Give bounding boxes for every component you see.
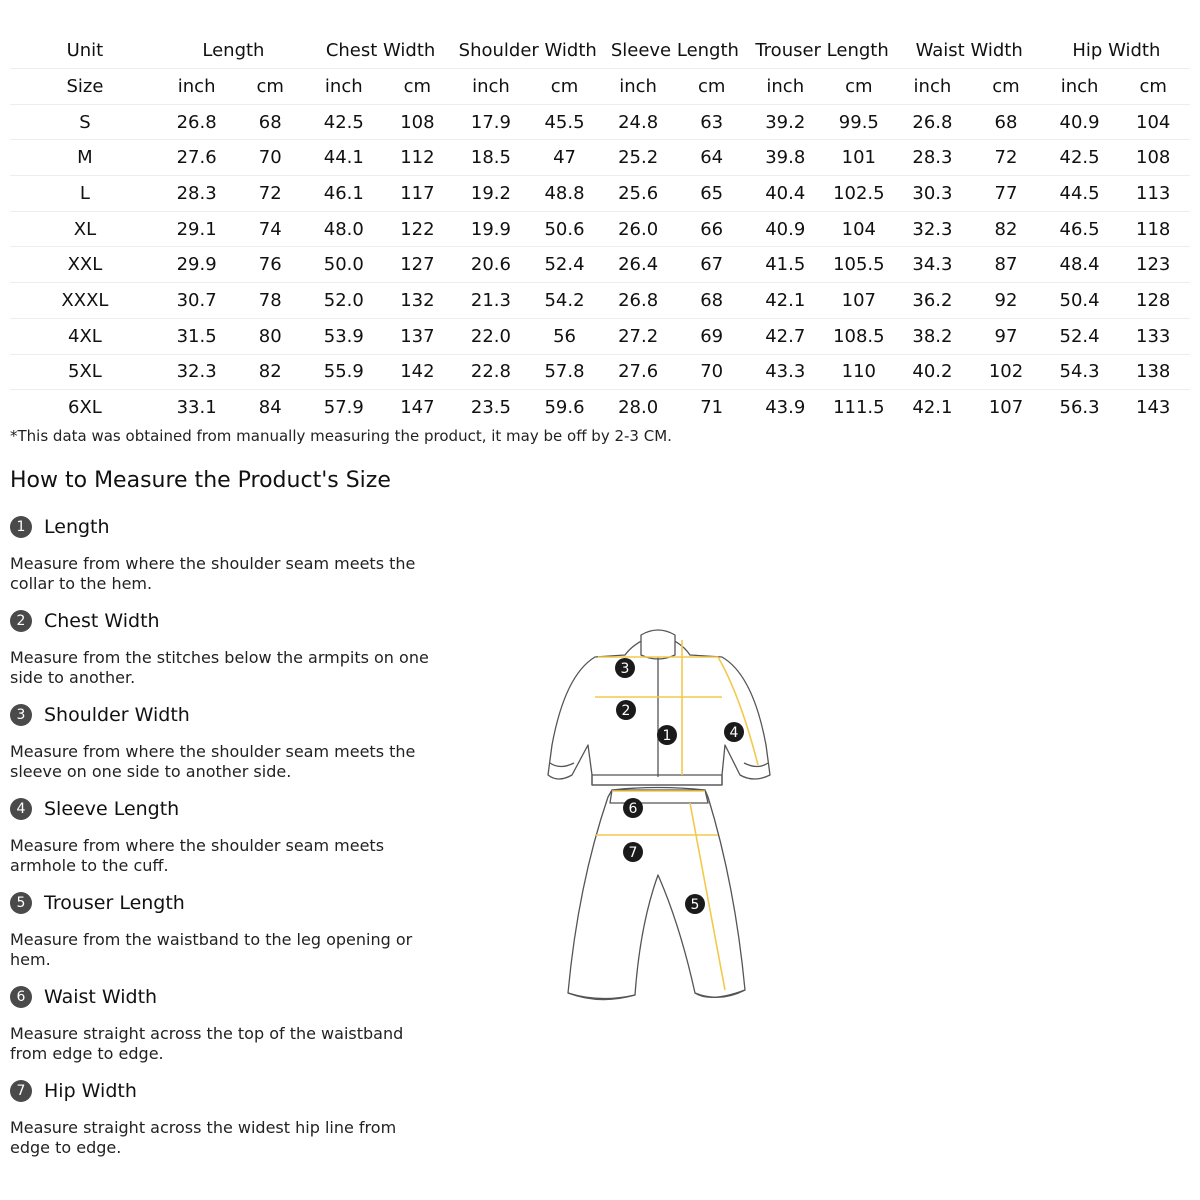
table-cell: 104	[822, 211, 896, 247]
table-cell: 28.3	[160, 176, 234, 212]
table-cell: 80	[233, 318, 307, 354]
marker-6	[623, 798, 643, 818]
step-title: Waist Width	[44, 986, 158, 1008]
step-title: Sleeve Length	[44, 798, 180, 820]
table-cell: 118	[1116, 211, 1190, 247]
table-cell: 26.8	[160, 104, 234, 140]
table-cell: 55.9	[307, 354, 381, 390]
size-cell: XXXL	[10, 283, 160, 319]
table-cell: 70	[675, 354, 749, 390]
step-heading	[10, 1078, 440, 1104]
group-header-length: Length	[202, 39, 265, 61]
table-cell: 26.4	[601, 247, 675, 283]
table-cell: 17.9	[454, 104, 528, 140]
table-cell: 56.3	[1043, 390, 1117, 425]
table-cell: 36.2	[896, 283, 970, 319]
measurement-disclaimer: *This data was obtained from manually measuring the product, it may be off by 2-3 CM.	[10, 427, 672, 445]
table-cell: 43.3	[748, 354, 822, 390]
table-cell: 48.4	[1043, 247, 1117, 283]
table-cell: 137	[381, 318, 455, 354]
group-header-chest-width: Chest Width	[325, 39, 436, 61]
measure-step	[10, 796, 440, 876]
unit-subheader: cm	[381, 69, 455, 105]
table-cell: 68	[969, 104, 1043, 140]
table-cell: 82	[969, 211, 1043, 247]
table-cell: 68	[675, 283, 749, 319]
marker-3	[615, 658, 635, 678]
table-cell: 82	[233, 354, 307, 390]
size-cell: 6XL	[10, 390, 160, 425]
table-cell: 46.1	[307, 176, 381, 212]
table-cell: 18.5	[454, 140, 528, 176]
table-cell: 64	[675, 140, 749, 176]
step-heading	[10, 608, 440, 634]
table-cell: 48.8	[528, 176, 602, 212]
measure-step	[10, 1078, 440, 1158]
table-cell: 50.4	[1043, 283, 1117, 319]
table-cell: 71	[675, 390, 749, 425]
table-cell: 27.6	[601, 354, 675, 390]
table-cell: 23.5	[454, 390, 528, 425]
marker-1-label: 1	[662, 728, 672, 744]
marker-4-label: 4	[729, 725, 739, 741]
table-cell: 108	[1116, 140, 1190, 176]
group-header-hip-width: Hip Width	[1072, 39, 1161, 61]
table-cell: 107	[969, 390, 1043, 425]
step-description: Measure from the stitches below the armpits on one side to another.	[10, 648, 429, 687]
unit-subheader: inch	[454, 69, 528, 105]
unit-subheader: inch	[601, 69, 675, 105]
table-cell: 40.9	[748, 211, 822, 247]
table-cell: 42.5	[307, 104, 381, 140]
table-unit-header-row	[10, 69, 1190, 105]
table-row	[10, 104, 1190, 140]
table-cell: 26.8	[896, 104, 970, 140]
table-cell: 107	[822, 283, 896, 319]
table-cell: 45.5	[528, 104, 602, 140]
table-cell: 54.3	[1043, 354, 1117, 390]
table-cell: 42.5	[1043, 140, 1117, 176]
step-number-badge: 1	[10, 516, 32, 538]
step-heading	[10, 984, 440, 1010]
table-cell: 38.2	[896, 318, 970, 354]
measure-step	[10, 514, 440, 594]
table-cell: 31.5	[160, 318, 234, 354]
size-cell: XXL	[10, 247, 160, 283]
table-cell: 105.5	[822, 247, 896, 283]
table-cell: 50.0	[307, 247, 381, 283]
size-cell: L	[10, 176, 160, 212]
unit-subheader: inch	[1043, 69, 1117, 105]
size-cell: S	[10, 104, 160, 140]
unit-subheader: cm	[675, 69, 749, 105]
table-cell: 117	[381, 176, 455, 212]
step-heading	[10, 890, 440, 916]
step-number-badge: 3	[10, 704, 32, 726]
table-cell: 72	[969, 140, 1043, 176]
table-cell: 104	[1116, 104, 1190, 140]
step-title: Shoulder Width	[44, 704, 190, 726]
table-cell: 110	[822, 354, 896, 390]
table-cell: 19.9	[454, 211, 528, 247]
unit-subheader: cm	[822, 69, 896, 105]
marker-7	[623, 842, 643, 862]
step-title: Length	[44, 516, 110, 538]
table-cell: 40.2	[896, 354, 970, 390]
measure-step	[10, 608, 440, 688]
step-number-badge: 2	[10, 610, 32, 632]
table-cell: 112	[381, 140, 455, 176]
table-cell: 48.0	[307, 211, 381, 247]
table-cell: 41.5	[748, 247, 822, 283]
table-cell: 70	[233, 140, 307, 176]
trousers-outline	[568, 788, 745, 1000]
table-cell: 111.5	[822, 390, 896, 425]
table-cell: 44.5	[1043, 176, 1117, 212]
unit-subheader: inch	[160, 69, 234, 105]
table-row	[10, 390, 1190, 425]
step-title: Hip Width	[44, 1080, 137, 1102]
group-header-trouser-length: Trouser Length	[755, 39, 889, 61]
table-row	[10, 318, 1190, 354]
table-row	[10, 176, 1190, 212]
step-description: Measure from where the shoulder seam meets the collar to the hem.	[10, 554, 416, 593]
marker-7-label: 7	[628, 845, 638, 861]
table-cell: 52.0	[307, 283, 381, 319]
table-cell: 67	[675, 247, 749, 283]
table-cell: 19.2	[454, 176, 528, 212]
table-cell: 30.7	[160, 283, 234, 319]
step-number-badge: 5	[10, 892, 32, 914]
table-cell: 99.5	[822, 104, 896, 140]
step-number-badge: 6	[10, 986, 32, 1008]
table-cell: 102.5	[822, 176, 896, 212]
table-cell: 22.8	[454, 354, 528, 390]
table-cell: 76	[233, 247, 307, 283]
table-cell: 32.3	[160, 354, 234, 390]
table-cell: 77	[969, 176, 1043, 212]
table-cell: 39.8	[748, 140, 822, 176]
table-cell: 65	[675, 176, 749, 212]
step-heading	[10, 702, 440, 728]
step-description: Measure straight across the widest hip line from edge to edge.	[10, 1118, 397, 1157]
group-header-shoulder-width: Shoulder Width	[458, 39, 597, 61]
table-row	[10, 211, 1190, 247]
unit-subheader: cm	[528, 69, 602, 105]
table-cell: 101	[822, 140, 896, 176]
table-cell: 39.2	[748, 104, 822, 140]
table-cell: 147	[381, 390, 455, 425]
table-cell: 40.4	[748, 176, 822, 212]
table-cell: 43.9	[748, 390, 822, 425]
measure-step	[10, 890, 440, 970]
step-description: Measure from where the shoulder seam meets armhole to the cuff.	[10, 836, 385, 875]
table-cell: 46.5	[1043, 211, 1117, 247]
table-cell: 42.7	[748, 318, 822, 354]
table-cell: 29.9	[160, 247, 234, 283]
table-cell: 122	[381, 211, 455, 247]
marker-5-label: 5	[690, 897, 700, 913]
table-cell: 52.4	[1043, 318, 1117, 354]
step-heading	[10, 796, 440, 822]
table-cell: 102	[969, 354, 1043, 390]
marker-6-label: 6	[628, 801, 638, 817]
size-cell: XL	[10, 211, 160, 247]
step-description: Measure straight across the top of the waistband from edge to edge.	[10, 1024, 404, 1063]
unit-header: Unit	[66, 39, 104, 61]
table-cell: 53.9	[307, 318, 381, 354]
size-chart-table	[10, 32, 1190, 425]
table-cell: 20.6	[454, 247, 528, 283]
table-cell: 128	[1116, 283, 1190, 319]
table-cell: 57.8	[528, 354, 602, 390]
table-cell: 25.2	[601, 140, 675, 176]
table-cell: 63	[675, 104, 749, 140]
step-title: Chest Width	[44, 610, 160, 632]
table-cell: 97	[969, 318, 1043, 354]
table-row	[10, 247, 1190, 283]
table-cell: 69	[675, 318, 749, 354]
step-number-badge: 7	[10, 1080, 32, 1102]
step-heading	[10, 514, 440, 540]
unit-subheader: inch	[307, 69, 381, 105]
table-cell: 78	[233, 283, 307, 319]
step-number-badge: 4	[10, 798, 32, 820]
size-cell: 5XL	[10, 354, 160, 390]
table-cell: 24.8	[601, 104, 675, 140]
table-cell: 87	[969, 247, 1043, 283]
marker-4	[724, 722, 744, 742]
table-cell: 27.2	[601, 318, 675, 354]
table-cell: 68	[233, 104, 307, 140]
table-cell: 56	[528, 318, 602, 354]
table-cell: 26.0	[601, 211, 675, 247]
unit-subheader: inch	[748, 69, 822, 105]
table-cell: 22.0	[454, 318, 528, 354]
table-cell: 50.6	[528, 211, 602, 247]
step-description: Measure from where the shoulder seam meets the sleeve on one side to another side.	[10, 742, 416, 781]
marker-1	[657, 725, 677, 745]
table-cell: 40.9	[1043, 104, 1117, 140]
marker-3-label: 3	[620, 661, 630, 677]
table-cell: 34.3	[896, 247, 970, 283]
table-cell: 138	[1116, 354, 1190, 390]
table-cell: 123	[1116, 247, 1190, 283]
table-cell: 84	[233, 390, 307, 425]
table-cell: 47	[528, 140, 602, 176]
marker-5	[685, 894, 705, 914]
table-group-header-row	[10, 32, 1190, 69]
table-cell: 29.1	[160, 211, 234, 247]
unit-subheader: cm	[1116, 69, 1190, 105]
table-row	[10, 140, 1190, 176]
group-header-waist-width: Waist Width	[915, 39, 1023, 61]
table-cell: 66	[675, 211, 749, 247]
table-cell: 54.2	[528, 283, 602, 319]
unit-subheader: inch	[896, 69, 970, 105]
table-cell: 113	[1116, 176, 1190, 212]
table-cell: 27.6	[160, 140, 234, 176]
size-header: Size	[10, 69, 160, 105]
table-cell: 72	[233, 176, 307, 212]
table-cell: 28.3	[896, 140, 970, 176]
table-cell: 25.6	[601, 176, 675, 212]
table-cell: 59.6	[528, 390, 602, 425]
marker-2-label: 2	[621, 703, 631, 719]
table-cell: 32.3	[896, 211, 970, 247]
table-cell: 28.0	[601, 390, 675, 425]
table-cell: 92	[969, 283, 1043, 319]
table-cell: 142	[381, 354, 455, 390]
measure-step	[10, 984, 440, 1064]
size-cell: M	[10, 140, 160, 176]
table-cell: 42.1	[748, 283, 822, 319]
table-cell: 108.5	[822, 318, 896, 354]
table-cell: 133	[1116, 318, 1190, 354]
marker-2	[616, 700, 636, 720]
table-cell: 127	[381, 247, 455, 283]
table-row	[10, 354, 1190, 390]
step-description: Measure from the waistband to the leg opening or hem.	[10, 930, 413, 969]
table-cell: 108	[381, 104, 455, 140]
table-cell: 42.1	[896, 390, 970, 425]
table-row	[10, 283, 1190, 319]
table-cell: 30.3	[896, 176, 970, 212]
table-cell: 21.3	[454, 283, 528, 319]
table-cell: 33.1	[160, 390, 234, 425]
how-to-measure-title: How to Measure the Product's Size	[10, 468, 391, 493]
table-cell: 57.9	[307, 390, 381, 425]
table-cell: 44.1	[307, 140, 381, 176]
table-cell: 74	[233, 211, 307, 247]
unit-subheader: cm	[233, 69, 307, 105]
garment-measurement-diagram	[540, 625, 780, 1010]
step-title: Trouser Length	[44, 892, 185, 914]
table-cell: 52.4	[528, 247, 602, 283]
group-header-sleeve-length: Sleeve Length	[610, 39, 739, 61]
unit-subheader: cm	[969, 69, 1043, 105]
measure-step	[10, 702, 440, 782]
jacket-outline	[548, 630, 770, 785]
table-cell: 26.8	[601, 283, 675, 319]
size-cell: 4XL	[10, 318, 160, 354]
table-cell: 143	[1116, 390, 1190, 425]
table-cell: 132	[381, 283, 455, 319]
